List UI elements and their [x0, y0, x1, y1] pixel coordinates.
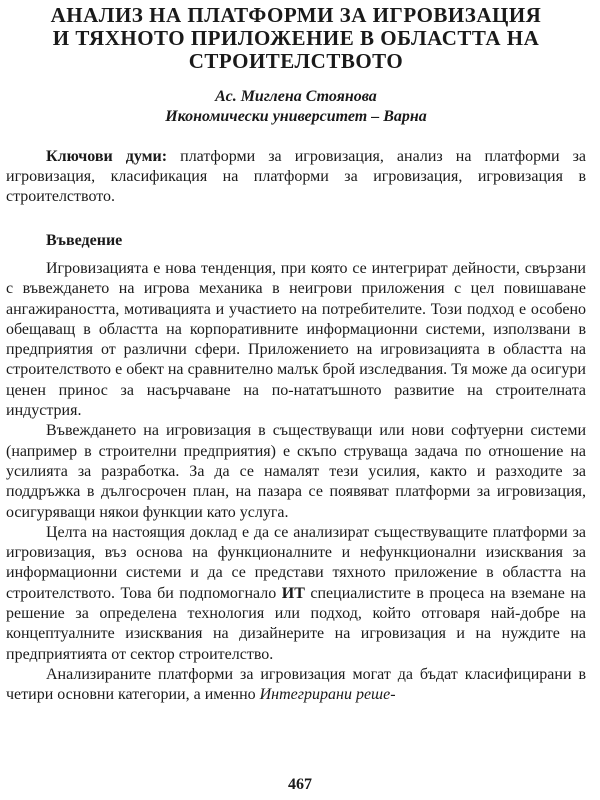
keywords-text: платформи за игровизация, анализ на платформи за игровизация, класификация на платформи за игровизация, игровизация в строителството. — [6, 148, 586, 205]
body-paragraph-4-part-a: Анализираните платформи за игровизация могат да бъдат класифицирани в четири основни категории, а именно — [6, 665, 586, 704]
author-block — [6, 87, 586, 127]
title-line-3: СТРОИТЕЛСТВОТО — [188, 49, 404, 73]
author-name: Ас. Миглена Стоянова — [215, 88, 377, 105]
title-line-2: И ТЯХНОТО ПРИЛОЖЕНИЕ В ОБЛАСТТА НА — [52, 26, 540, 50]
paper-title — [6, 4, 586, 73]
keywords-paragraph — [6, 147, 586, 207]
body-paragraph-2: Въвеждането на игровизация в съществуващи или нови софтуерни системи (например в строителни предприятия) е скъпо струваща задача по отношение на усилията за разработка. За да се намалят тези усилия, както и разходите за поддръжка в дългосрочен план, на пазара се появяват платформи за игровизация, осигуряващи някои функции като услуга. — [6, 422, 586, 521]
body-paragraph-3-part-a: Целта на настоящия доклад е да се анализират съществуващите платформи за игровизация, въз основа на функционалните и нефункционални изисквания за информационни системи и да се представи тяхното приложение в областта на строителството. Това би подпомогнало — [6, 523, 586, 602]
it-abbreviation: ИТ — [281, 584, 305, 602]
body-paragraph-3 — [6, 523, 586, 665]
author-affiliation: Икономически университет – Варна — [165, 108, 427, 125]
section-heading-introduction: Въведение — [46, 232, 123, 249]
body-paragraph-3-part-b: специалистите в процеса на вземане на решение за определена технология или подход, който отговаря най-добре на концептуалните изисквания на дизайнерите на игровизация и на нуждите на предприятията от сектор строителство. — [6, 584, 587, 663]
page-number: 467 — [288, 776, 312, 793]
title-line-1: АНАЛИЗ НА ПЛАТФОРМИ ЗА ИГРОВИЗАЦИЯ — [50, 3, 542, 27]
body-paragraph-4-italic: Интегрирани реше- — [259, 686, 396, 704]
body-paragraph-4 — [6, 665, 586, 706]
body-paragraph-1: Игровизацията е нова тенденция, при която се интегрират дейности, свързани с въвеждането на игрова механика в неигрови приложения с цел повишаване ангажираността, мотивацията и участието на потребителите. Този подход е особено обещаващ в областта на корпоративните информационни системи, използвани в предприятия от различни сфери. Приложението на игровизацията в областта на строителството е обект на сравнително малък брой изследвания. Тя може да осигури ценен принос за насърчаване на по-нататъшното развитие на строителната индустрия. — [6, 260, 586, 420]
keywords-label: Ключови думи: — [46, 148, 168, 165]
